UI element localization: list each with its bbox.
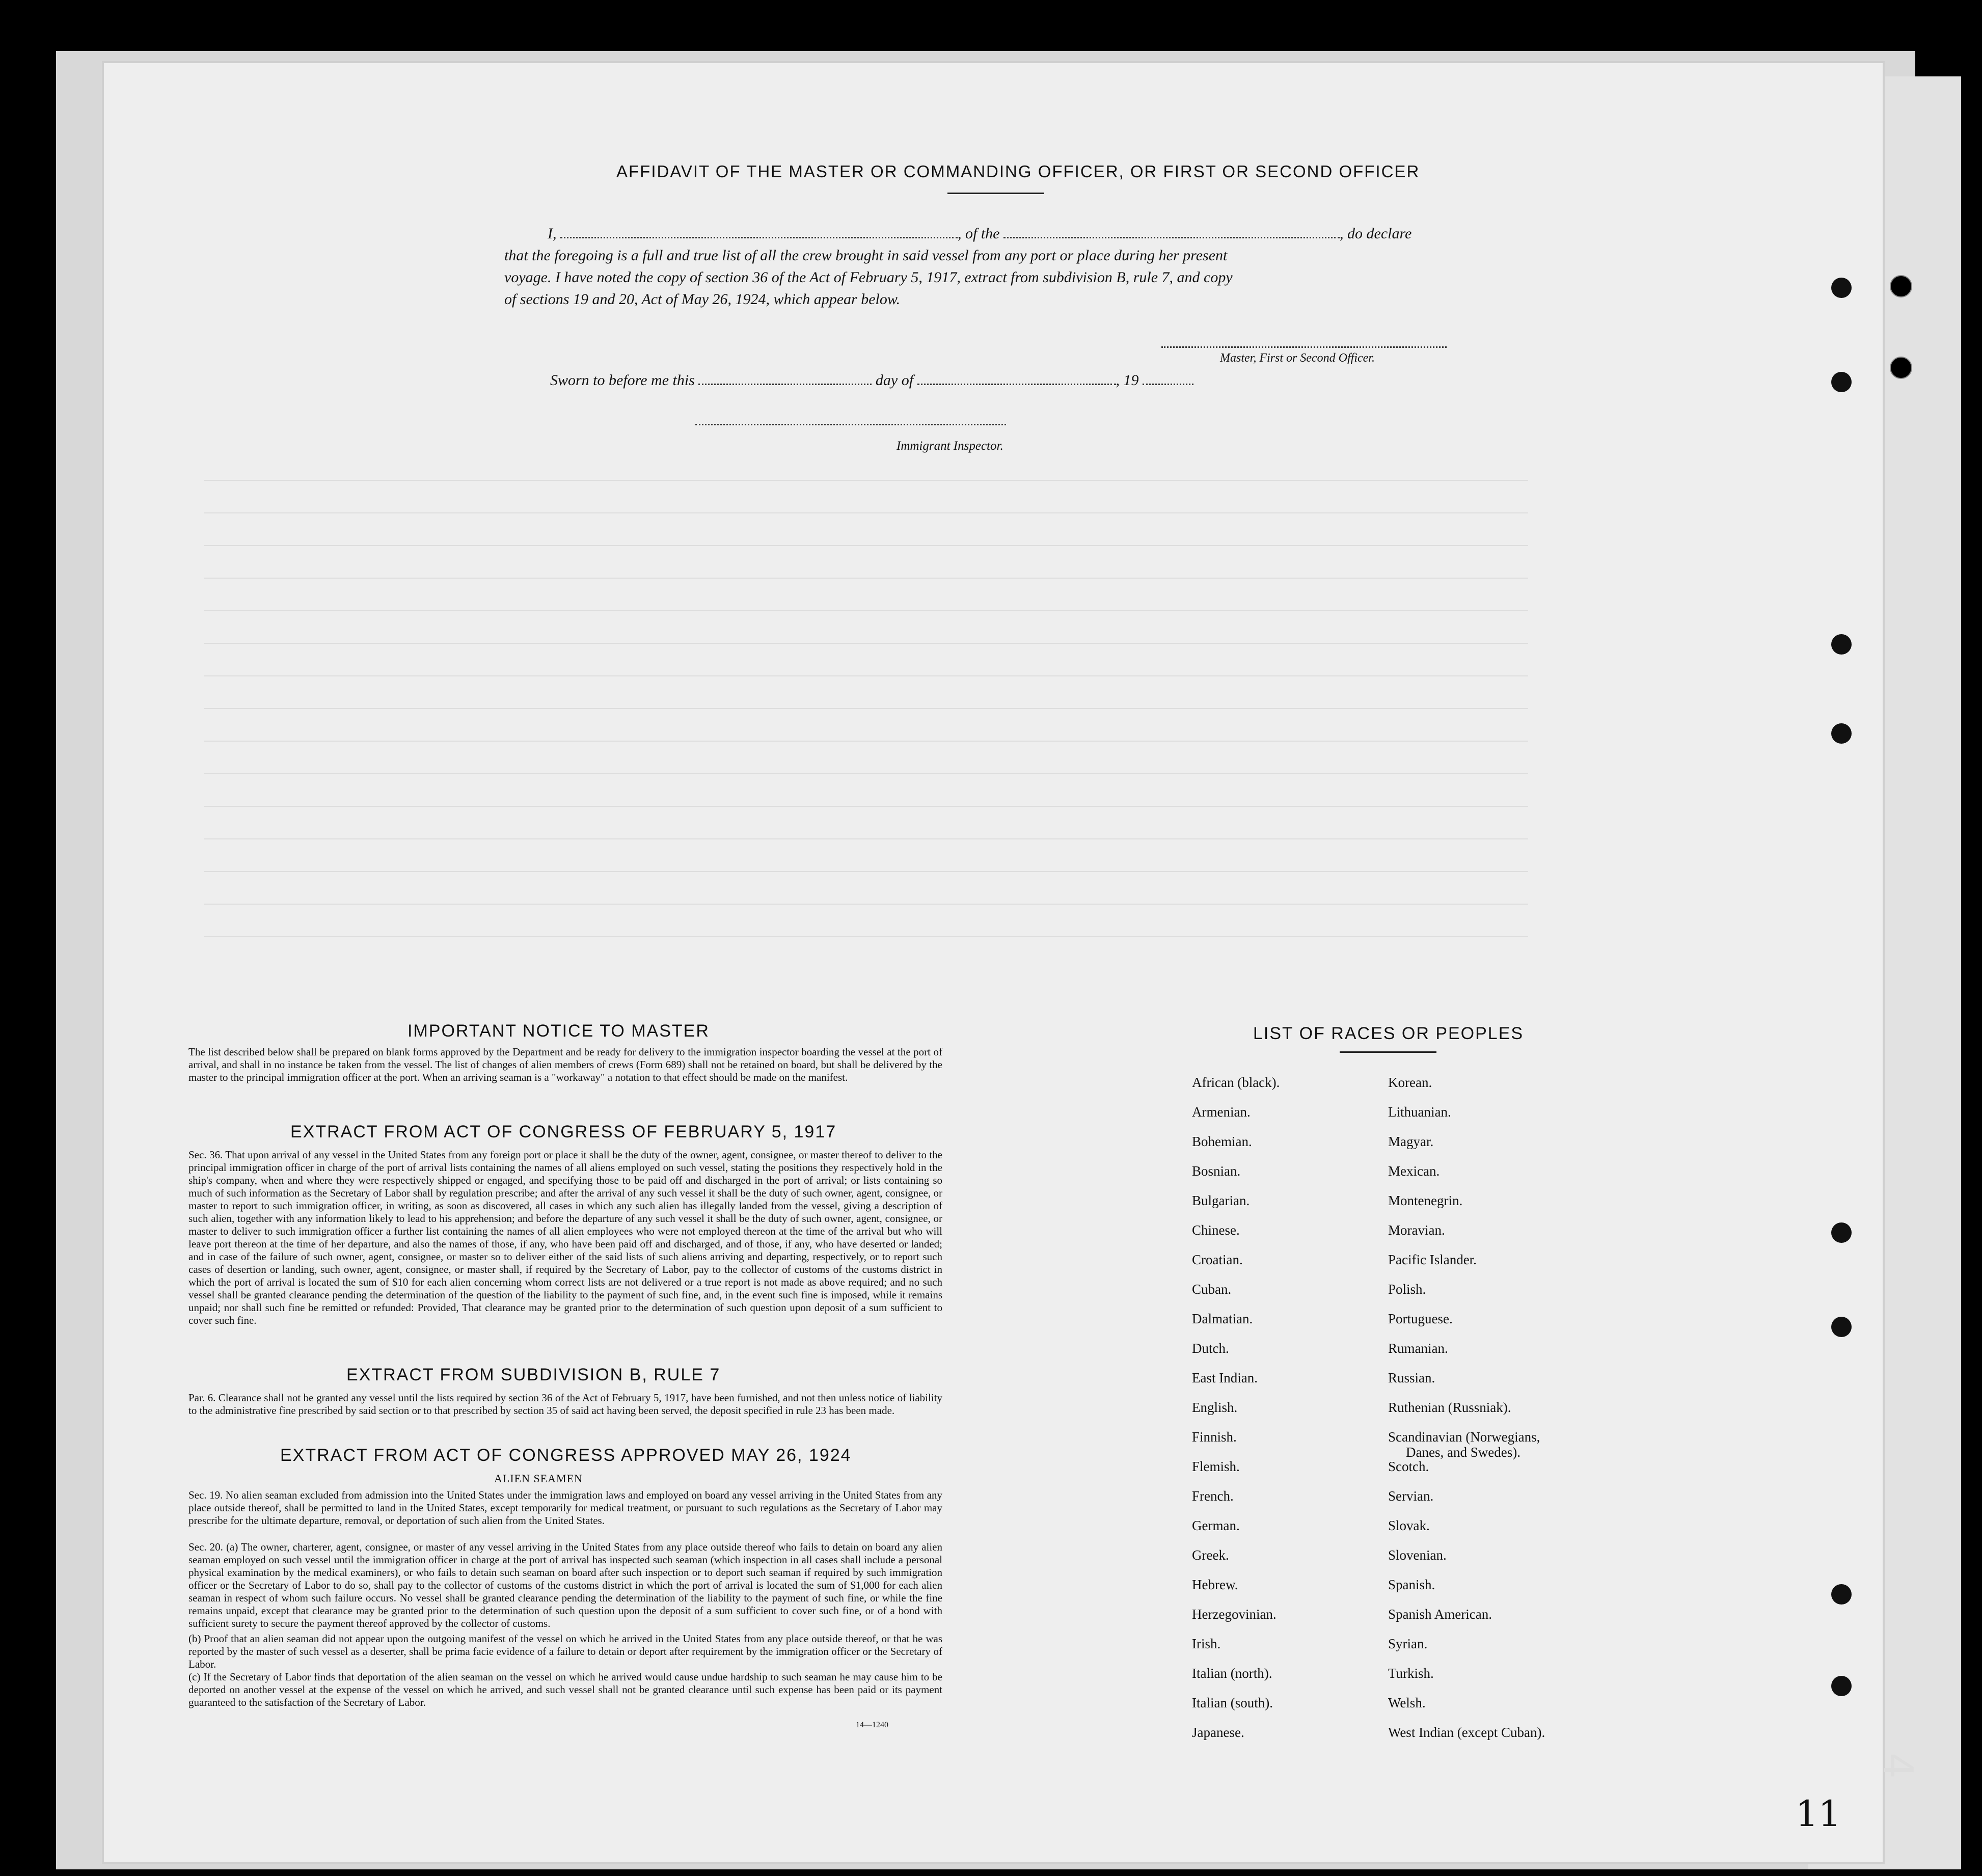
race-item: Portuguese. <box>1388 1311 1453 1326</box>
race-item: Magyar. <box>1388 1134 1434 1149</box>
vessel-name-field[interactable] <box>1003 237 1340 238</box>
race-item: Slovak. <box>1388 1518 1430 1533</box>
sec19-text: Sec. 19. No alien seaman excluded from admission into the United States under the immigration laws and employed on board any vessel arriving in the United States from any place outside thereof, shall be permitted to land in the United States, except temporarily for medical treatment, or pursuant to such regulations as the Secretary of Labor may prescribe for the ultimate departure, removal, or deportation of such alien from the United States. <box>188 1489 942 1527</box>
races-heading-rule <box>1340 1051 1436 1053</box>
affidavit-line2: that the foregoing is a full and true list of all the crew brought in said vessel from any port or place during her present <box>504 247 1228 264</box>
race-item: Russian. <box>1388 1370 1435 1385</box>
race-item: Italian (south). <box>1192 1695 1273 1710</box>
sworn-line <box>550 372 1193 389</box>
race-item-continuation: Danes, and Swedes). <box>1406 1445 1521 1460</box>
race-item: Moravian. <box>1388 1222 1445 1238</box>
race-item: Dutch. <box>1192 1341 1229 1356</box>
sworn-month-field[interactable] <box>917 384 1116 385</box>
binder-hole <box>1831 1317 1852 1337</box>
affidavit-declare-label: , do declare <box>1340 225 1412 242</box>
race-item: East Indian. <box>1192 1370 1258 1385</box>
affidavit-i-label: I, <box>548 225 557 242</box>
extract-1924-heading: EXTRACT FROM ACT OF CONGRESS APPROVED MAY 26, 1924 <box>280 1446 852 1465</box>
binder-hole <box>1831 372 1852 392</box>
race-item: Spanish American. <box>1388 1607 1492 1622</box>
race-item: Montenegrin. <box>1388 1193 1463 1208</box>
manifest-form-page <box>102 61 1885 1864</box>
rule7-text: Par. 6. Clearance shall not be granted any vessel until the lists required by section 36 of the Act of February 5, 1917, have been furnished, and not then unless notice of liability to the administrative fine prescribed by said section or to that prescribed by section 35 of said act having been served, the deposit specified in rule 23 has been made. <box>188 1392 942 1417</box>
race-item: Welsh. <box>1388 1695 1426 1710</box>
race-item: Bosnian. <box>1192 1163 1241 1179</box>
race-item: Polish. <box>1388 1282 1426 1297</box>
race-item: Irish. <box>1192 1636 1221 1651</box>
form-number: 14—1240 <box>856 1721 888 1729</box>
race-item: Greek. <box>1192 1547 1229 1563</box>
race-item: Servian. <box>1388 1488 1434 1504</box>
race-item: Flemish. <box>1192 1459 1240 1474</box>
race-item: Herzegovinian. <box>1192 1607 1277 1622</box>
race-item: Croatian. <box>1192 1252 1243 1267</box>
race-item: Syrian. <box>1388 1636 1428 1651</box>
inspector-signature-line[interactable] <box>695 424 1006 425</box>
binder-hole <box>1831 1676 1852 1696</box>
race-item: Slovenian. <box>1388 1547 1447 1563</box>
master-signature-label: Master, First or Second Officer. <box>1220 351 1375 365</box>
binder-hole <box>1831 723 1852 744</box>
race-item: Mexican. <box>1388 1163 1440 1179</box>
races-heading: LIST OF RACES OR PEOPLES <box>1253 1024 1524 1043</box>
affidavit-line1 <box>548 225 1411 242</box>
binder-hole-outer <box>1890 275 1912 297</box>
sec20b-text: (b) Proof that an alien seaman did not appear upon the outgoing manifest of the vessel on which he arrived in the United States from any place outside thereof, or that he was reported by the master of such vessel as a deserter, shall be prima facie evidence of a failure to detain or deport after requirement by the immigration officer or the Secretary of Labor. <box>188 1633 942 1670</box>
inspector-label: Immigrant Inspector. <box>897 439 1003 453</box>
race-item: West Indian (except Cuban). <box>1388 1725 1545 1740</box>
sworn-label: Sworn to before me this <box>550 372 695 389</box>
alien-seamen-subheading: ALIEN SEAMEN <box>494 1472 583 1485</box>
extract-1917-text: Sec. 36. That upon arrival of any vessel in the United States from any foreign port or place it shall be the duty of the owner, agent, consignee, or master thereof to deliver to the principal immigration officer in charge of the port of arrival lists containing the names of all aliens employed on such vessel, stating the positions they respectively hold in the ship's company, when and where they were respectively shipped or engaged, and specifying those to be paid off and discharged in the port of arrival; or lists containing so much of such information as the Secretary of Labor shall by regulation prescribe; and after the arrival of any such vessel it shall be the duty of such owner, agent, consignee, or master to report to such immigration officer, in writing, as soon as discovered, all cases in which any such alien has illegally landed from the vessel, giving a description of such alien, together with any information likely to lead to his apprehension; and before the departure of any such vessel it shall be the duty of such owner, agent, consignee, or master to deliver to such immigration officer a further list containing the names of all alien employees who were not employed thereon at the time of the arrival but who will leave port thereon at the time of her departure, and also the names of those, if any, who have been paid off and discharged, and of those, if any, who have deserted or landed; and in case of the failure of such owner, agent, consignee, or master so to deliver either of the said lists of such aliens arriving and departing, respectively, or to report such cases of desertion or landing, such owner, agent, consignee, or master shall, if required by the Secretary of Labor, pay to the collector of customs of the customs district in which the port of arrival is located the sum of $10 for each alien concerning whom correct lists are not delivered or a true report is not made as above required; and no such vessel shall be granted clearance pending the determination of the question of the liability to the payment of such fine, and, in the event such fine is imposed, while it remains unpaid; nor shall such fine be remitted or refunded: Provided, That clearance may be granted prior to the determination of such question upon deposit of a sum sufficient to cover such fine. <box>188 1149 942 1326</box>
race-item: Bulgarian. <box>1192 1193 1250 1208</box>
race-item: Rumanian. <box>1388 1341 1448 1356</box>
race-item: Hebrew. <box>1192 1577 1238 1592</box>
race-item: Scotch. <box>1388 1459 1429 1474</box>
binder-hole-outer <box>1890 357 1912 379</box>
rule7-heading: EXTRACT FROM SUBDIVISION B, RULE 7 <box>346 1365 721 1384</box>
race-item: Bohemian. <box>1192 1134 1252 1149</box>
race-item: Scandinavian (Norwegians, <box>1388 1429 1540 1445</box>
race-item: Dalmatian. <box>1192 1311 1253 1326</box>
sec20c-text: (c) If the Secretary of Labor finds that deportation of the alien seaman on the vessel on which he arrived would cause undue hardship to such seaman he may cause him to be deported on another vessel at the expense of the vessel on which he arrived, and such vessel shall not be granted clearance until such expense has been paid or its payment guaranteed to the satisfaction of the Secretary of Labor. <box>188 1671 942 1708</box>
sworn-year-field[interactable] <box>1143 384 1193 385</box>
race-item: Pacific Islander. <box>1388 1252 1477 1267</box>
race-item: Chinese. <box>1192 1222 1240 1238</box>
margin-mark: 11 <box>1796 1793 1841 1835</box>
race-item: German. <box>1192 1518 1240 1533</box>
master-signature-line[interactable] <box>1161 346 1447 348</box>
heading-rule <box>947 193 1044 194</box>
year-label: , 19 <box>1116 372 1139 389</box>
affidavit-of-the-label: , of the <box>958 225 1000 242</box>
race-item: Turkish. <box>1388 1666 1434 1681</box>
race-item: Armenian. <box>1192 1104 1251 1120</box>
binder-hole <box>1831 1222 1852 1243</box>
extract-1917-heading: EXTRACT FROM ACT OF CONGRESS OF FEBRUARY 5, 1917 <box>290 1122 837 1141</box>
binder-hole <box>1831 634 1852 655</box>
race-item: English. <box>1192 1400 1238 1415</box>
race-item: African (black). <box>1192 1075 1280 1090</box>
master-name-field[interactable] <box>560 237 958 238</box>
notice-heading: IMPORTANT NOTICE TO MASTER <box>408 1021 710 1041</box>
binder-hole <box>1831 1584 1852 1605</box>
sworn-day-field[interactable] <box>698 384 872 385</box>
margin-mark-outer: 4 <box>1874 1753 1921 1779</box>
race-item: Finnish. <box>1192 1429 1237 1445</box>
affidavit-line3: voyage. I have noted the copy of section 36 of the Act of February 5, 1917, extract from subdivision B, rule 7, and copy <box>504 269 1233 286</box>
affidavit-line4: of sections 19 and 20, Act of May 26, 1924, which appear below. <box>504 291 901 308</box>
race-item: Ruthenian (Russniak). <box>1388 1400 1511 1415</box>
sec20a-text: Sec. 20. (a) The owner, charterer, agent, consignee, or master of any vessel arriving in the United States from any place outside thereof who fails to detain on board any alien seaman employed on such vessel until the immigration officer in charge at the port of arrival has inspected such seaman (which inspection in all cases shall include a personal physical examination by the medical examiners), or who fails to detain such seaman on board after such inspection or to deport such seaman if required by such immigration officer or the Secretary of Labor to do so, shall pay to the collector of customs of the customs district in which the port of arrival is located the sum of $1,000 for each alien seaman in respect of whom such failure occurs. No vessel shall be granted clearance pending the determination of the liability to the payment of such fine, or while the fine remains unpaid, except that clearance may be granted prior to the determination of such question upon the deposit of a sum sufficient to cover such fine, or of a bond with sufficient surety to secure the payment thereof approved by the collector of customs. <box>188 1541 942 1629</box>
bleed-through-ghost <box>204 448 1528 958</box>
race-item: Korean. <box>1388 1075 1432 1090</box>
race-item: Cuban. <box>1192 1282 1232 1297</box>
day-of-label: day of <box>875 372 914 389</box>
race-item: Italian (north). <box>1192 1666 1272 1681</box>
race-item: Japanese. <box>1192 1725 1244 1740</box>
race-item: Spanish. <box>1388 1577 1435 1592</box>
binder-hole <box>1831 278 1852 298</box>
race-item: French. <box>1192 1488 1234 1504</box>
affidavit-heading: AFFIDAVIT OF THE MASTER OR COMMANDING OFFICER, OR FIRST OR SECOND OFFICER <box>616 162 1420 181</box>
notice-text: The list described below shall be prepared on blank forms approved by the Department and be ready for delivery to the immigration inspector boarding the vessel at the port of arrival, and shall in no instance be taken from the vessel. The list of changes of alien members of crews (Form 689) shall not be retained on board, but shall be delivered by the master to the principal immigration officer at the port. When an arriving seaman is a "workaway" a notation to that effect should be made on the manifest. <box>188 1046 942 1083</box>
race-item: Lithuanian. <box>1388 1104 1451 1120</box>
